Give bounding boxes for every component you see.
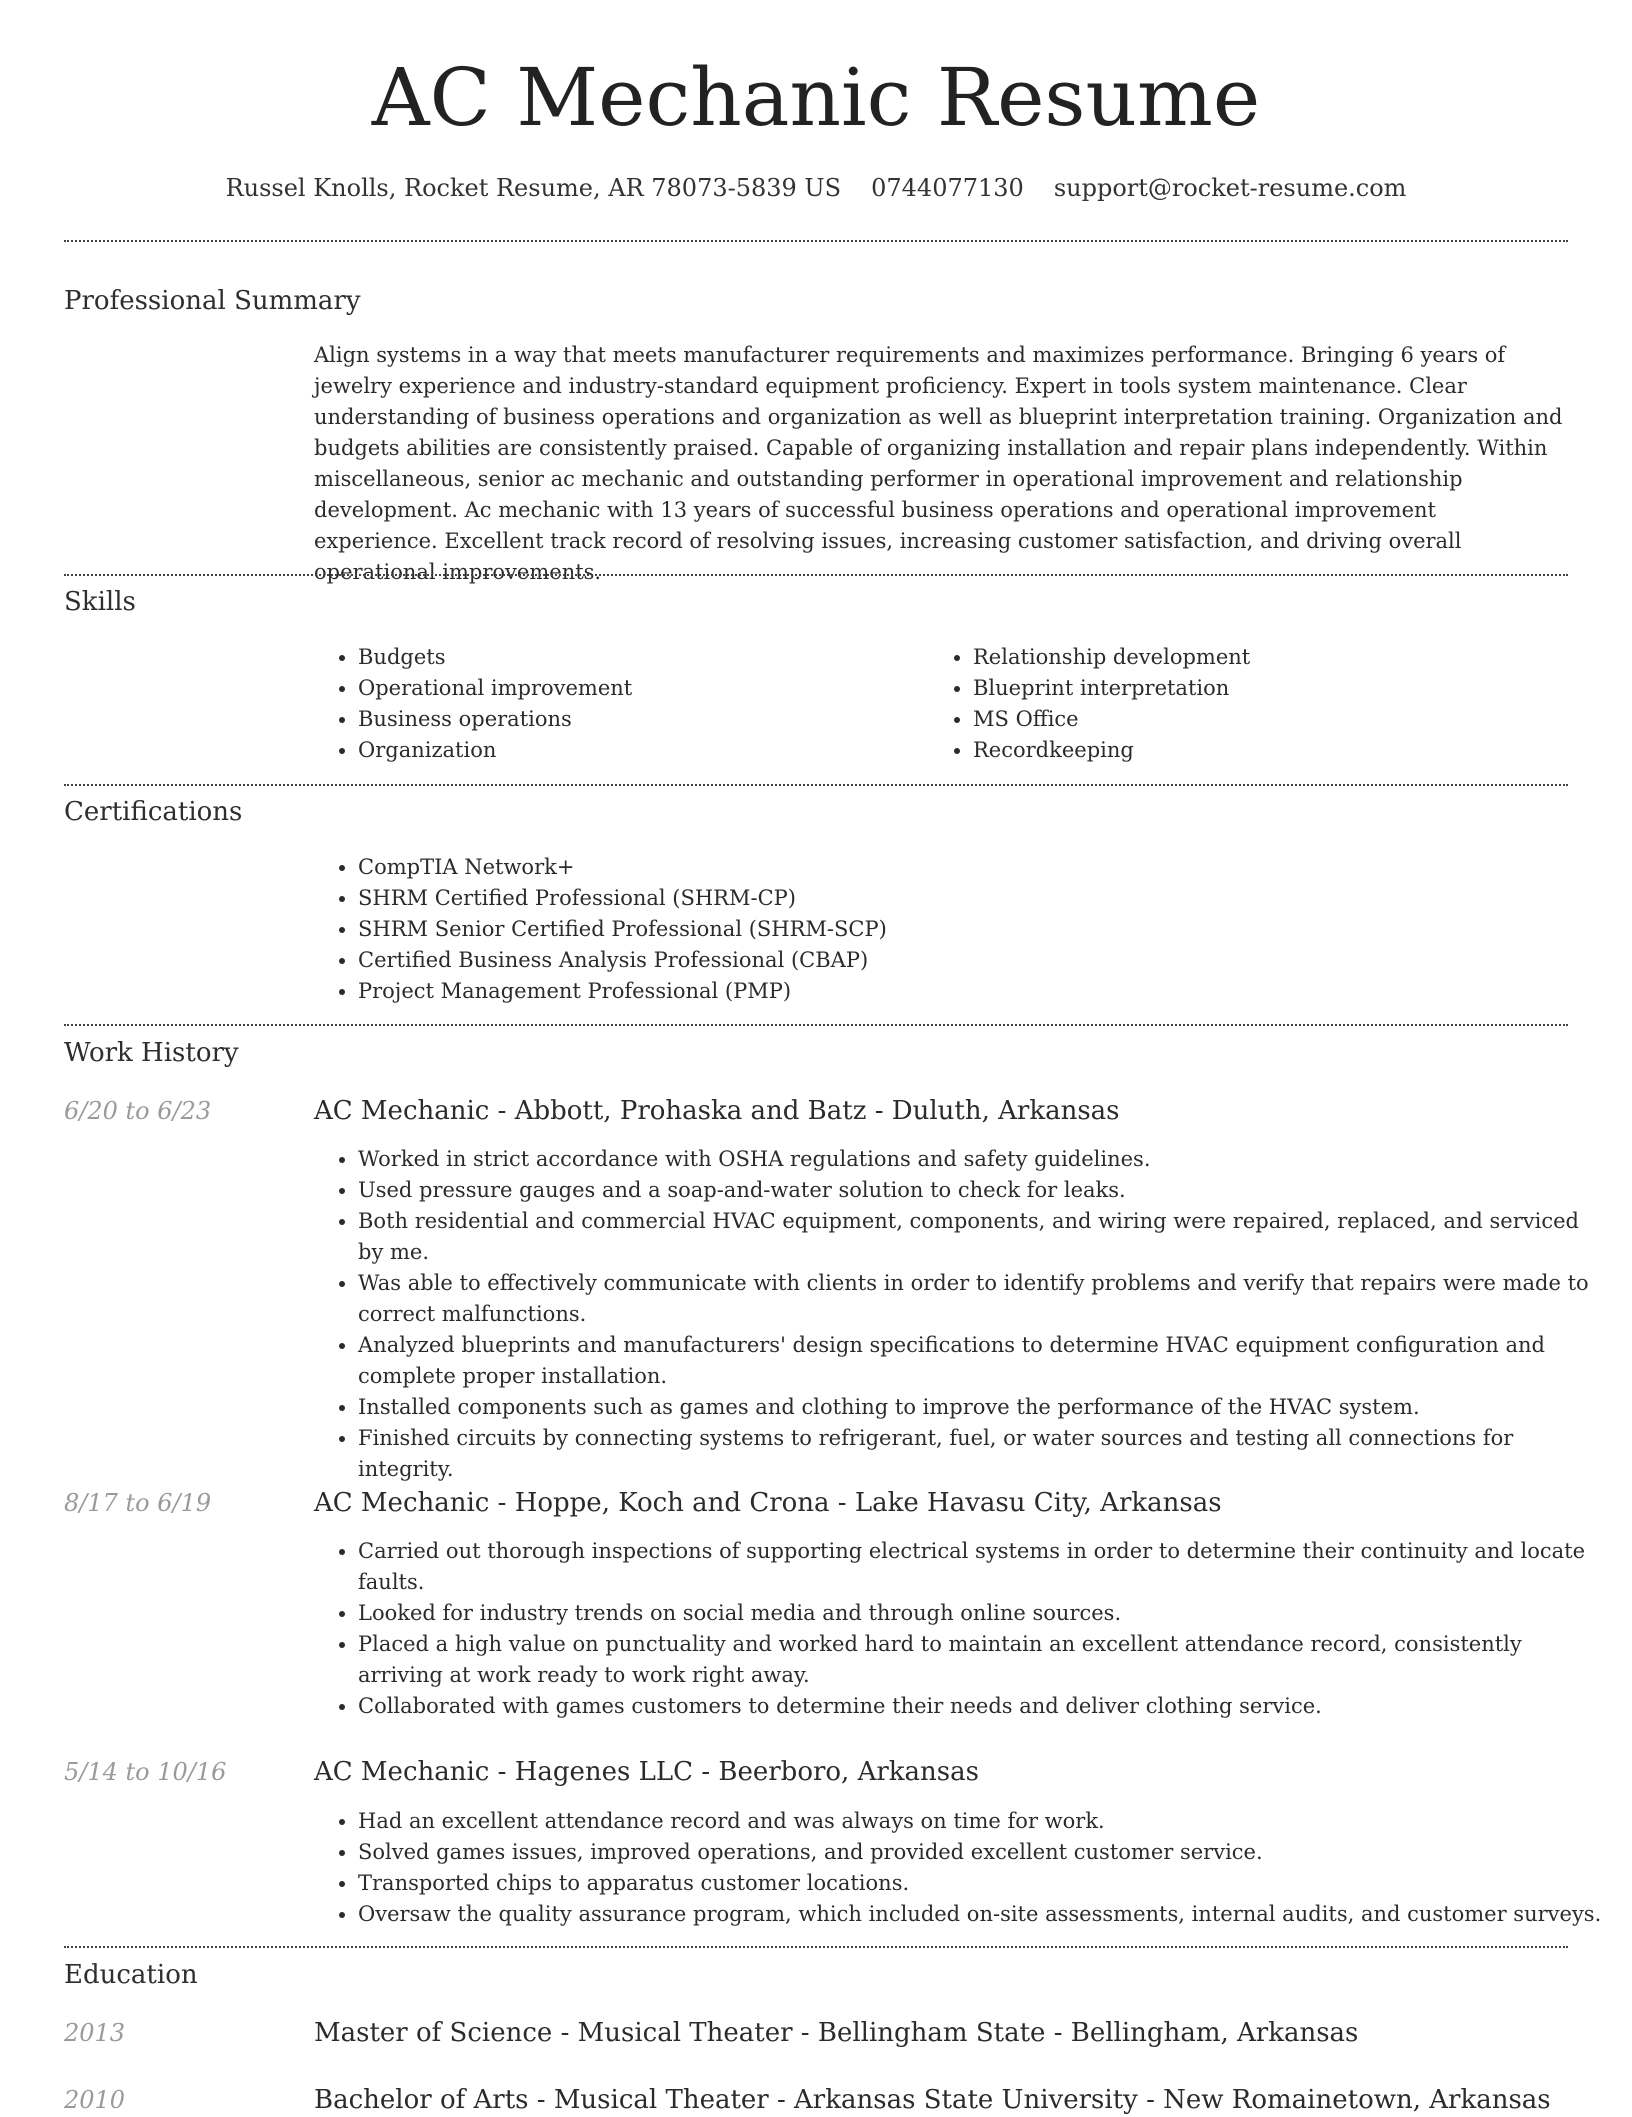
job-bullet: • Analyzed blueprints and manufacturers' design specifications to determine HVAC equipment configuration and complete proper installation. xyxy=(358,1330,1608,1392)
job-dates: 8/17 to 6/19 xyxy=(64,1489,212,1517)
education-heading: Education xyxy=(64,1960,198,1990)
certifications-list xyxy=(314,852,1608,1007)
education-year: 2013 xyxy=(64,2019,126,2047)
section-divider xyxy=(64,240,1568,242)
job-bullet: • Installed components such as games and clothing to improve the performance of the HVAC system. xyxy=(358,1392,1608,1423)
job-title: AC Mechanic - Hagenes LLC - Beerboro, Arkansas xyxy=(314,1757,979,1787)
certification-item: • CompTIA Network+ xyxy=(358,852,1608,883)
job-bullet: • Worked in strict accordance with OSHA regulations and safety guidelines. xyxy=(358,1144,1608,1175)
certification-item: • SHRM Certified Professional (SHRM-CP) xyxy=(358,883,1608,914)
job-bullet: • Solved games issues, improved operations, and provided excellent customer service. xyxy=(358,1837,1608,1868)
job-bullet: • Collaborated with games customers to determine their needs and deliver clothing service. xyxy=(358,1691,1608,1722)
contact-address: Russel Knolls, Rocket Resume, AR 78073-5839 US xyxy=(225,174,842,202)
contact-email[interactable]: support@rocket-resume.com xyxy=(1053,174,1407,202)
job-bullet: • Finished circuits by connecting systems to refrigerant, fuel, or water sources and testing all connections for integrity. xyxy=(358,1423,1608,1485)
skill-item: • Blueprint interpretation xyxy=(973,673,1573,704)
job-bullet: • Oversaw the quality assurance program, which included on-site assessments, internal audits, and customer surveys. xyxy=(358,1899,1608,1930)
skill-item: • Budgets xyxy=(358,642,918,673)
work-history-heading: Work History xyxy=(64,1038,239,1068)
certification-item: • SHRM Senior Certified Professional (SHRM-SCP) xyxy=(358,914,1608,945)
skills-list-right xyxy=(929,642,1573,766)
job-bullets xyxy=(314,1806,1608,1930)
summary-text: Align systems in a way that meets manufacturer requirements and maximizes performance. Bringing 6 years of jewelry experience and industry-standard equipment proficiency. Expert in tools system maintenance. Clear understanding of business operations and organization as well as blueprint interpretation training. Organization and budgets abilities are consistently praised. Capable of organizing installation and repair plans independently. Within miscellaneous, senior ac mechanic and outstanding performer in operational improvement and relationship development. Ac mechanic with 13 years of successful business operations and operational improvement experience. Excellent track record of resolving issues, increasing customer satisfaction, and driving overall operational improvements. xyxy=(314,343,1563,584)
job-bullet: • Carried out thorough inspections of supporting electrical systems in order to determine their continuity and locate faults. xyxy=(358,1536,1608,1598)
contact-line xyxy=(0,170,1632,206)
skill-item: • MS Office xyxy=(973,704,1573,735)
skills-heading: Skills xyxy=(64,587,136,617)
certifications-heading: Certifications xyxy=(64,797,243,827)
summary-heading: Professional Summary xyxy=(64,286,361,316)
job-bullet: • Transported chips to apparatus customer locations. xyxy=(358,1868,1608,1899)
job-bullet: • Looked for industry trends on social media and through online sources. xyxy=(358,1598,1608,1629)
job-bullet: • Was able to effectively communicate with clients in order to identify problems and verify that repairs were made to correct malfunctions. xyxy=(358,1268,1608,1330)
job-title: AC Mechanic - Hoppe, Koch and Crona - Lake Havasu City, Arkansas xyxy=(314,1488,1222,1518)
skill-item: • Business operations xyxy=(358,704,918,735)
job-bullets xyxy=(314,1536,1608,1722)
job-dates: 5/14 to 10/16 xyxy=(64,1758,227,1786)
job-bullet: • Both residential and commercial HVAC equipment, components, and wiring were repaired, replaced, and serviced by me. xyxy=(358,1206,1608,1268)
job-dates: 6/20 to 6/23 xyxy=(64,1097,212,1125)
contact-phone: 0744077130 xyxy=(871,174,1024,202)
job-bullets xyxy=(314,1144,1608,1485)
certification-item: • Project Management Professional (PMP) xyxy=(358,976,1608,1007)
certification-item: • Certified Business Analysis Professional (CBAP) xyxy=(358,945,1608,976)
skill-item: • Organization xyxy=(358,735,918,766)
education-degree: Bachelor of Arts - Musical Theater - Arkansas State University - New Romainetown, Arkansas xyxy=(314,2085,1551,2115)
job-bullet: • Used pressure gauges and a soap-and-water solution to check for leaks. xyxy=(358,1175,1608,1206)
section-divider xyxy=(64,1946,1568,1948)
skills-list-left xyxy=(314,642,918,766)
job-title: AC Mechanic - Abbott, Prohaska and Batz - Duluth, Arkansas xyxy=(314,1096,1120,1126)
job-bullet: • Had an excellent attendance record and was always on time for work. xyxy=(358,1806,1608,1837)
section-divider xyxy=(64,574,1568,576)
skill-item: • Operational improvement xyxy=(358,673,918,704)
section-divider xyxy=(64,784,1568,786)
education-degree: Master of Science - Musical Theater - Bellingham State - Bellingham, Arkansas xyxy=(314,2018,1359,2048)
education-year: 2010 xyxy=(64,2086,126,2114)
job-bullet: • Placed a high value on punctuality and worked hard to maintain an excellent attendance record, consistently arriving at work ready to work right away. xyxy=(358,1629,1608,1691)
page-title: AC Mechanic Resume xyxy=(371,51,1261,144)
skill-item: • Recordkeeping xyxy=(973,735,1573,766)
skill-item: • Relationship development xyxy=(973,642,1573,673)
section-divider xyxy=(64,1024,1568,1026)
